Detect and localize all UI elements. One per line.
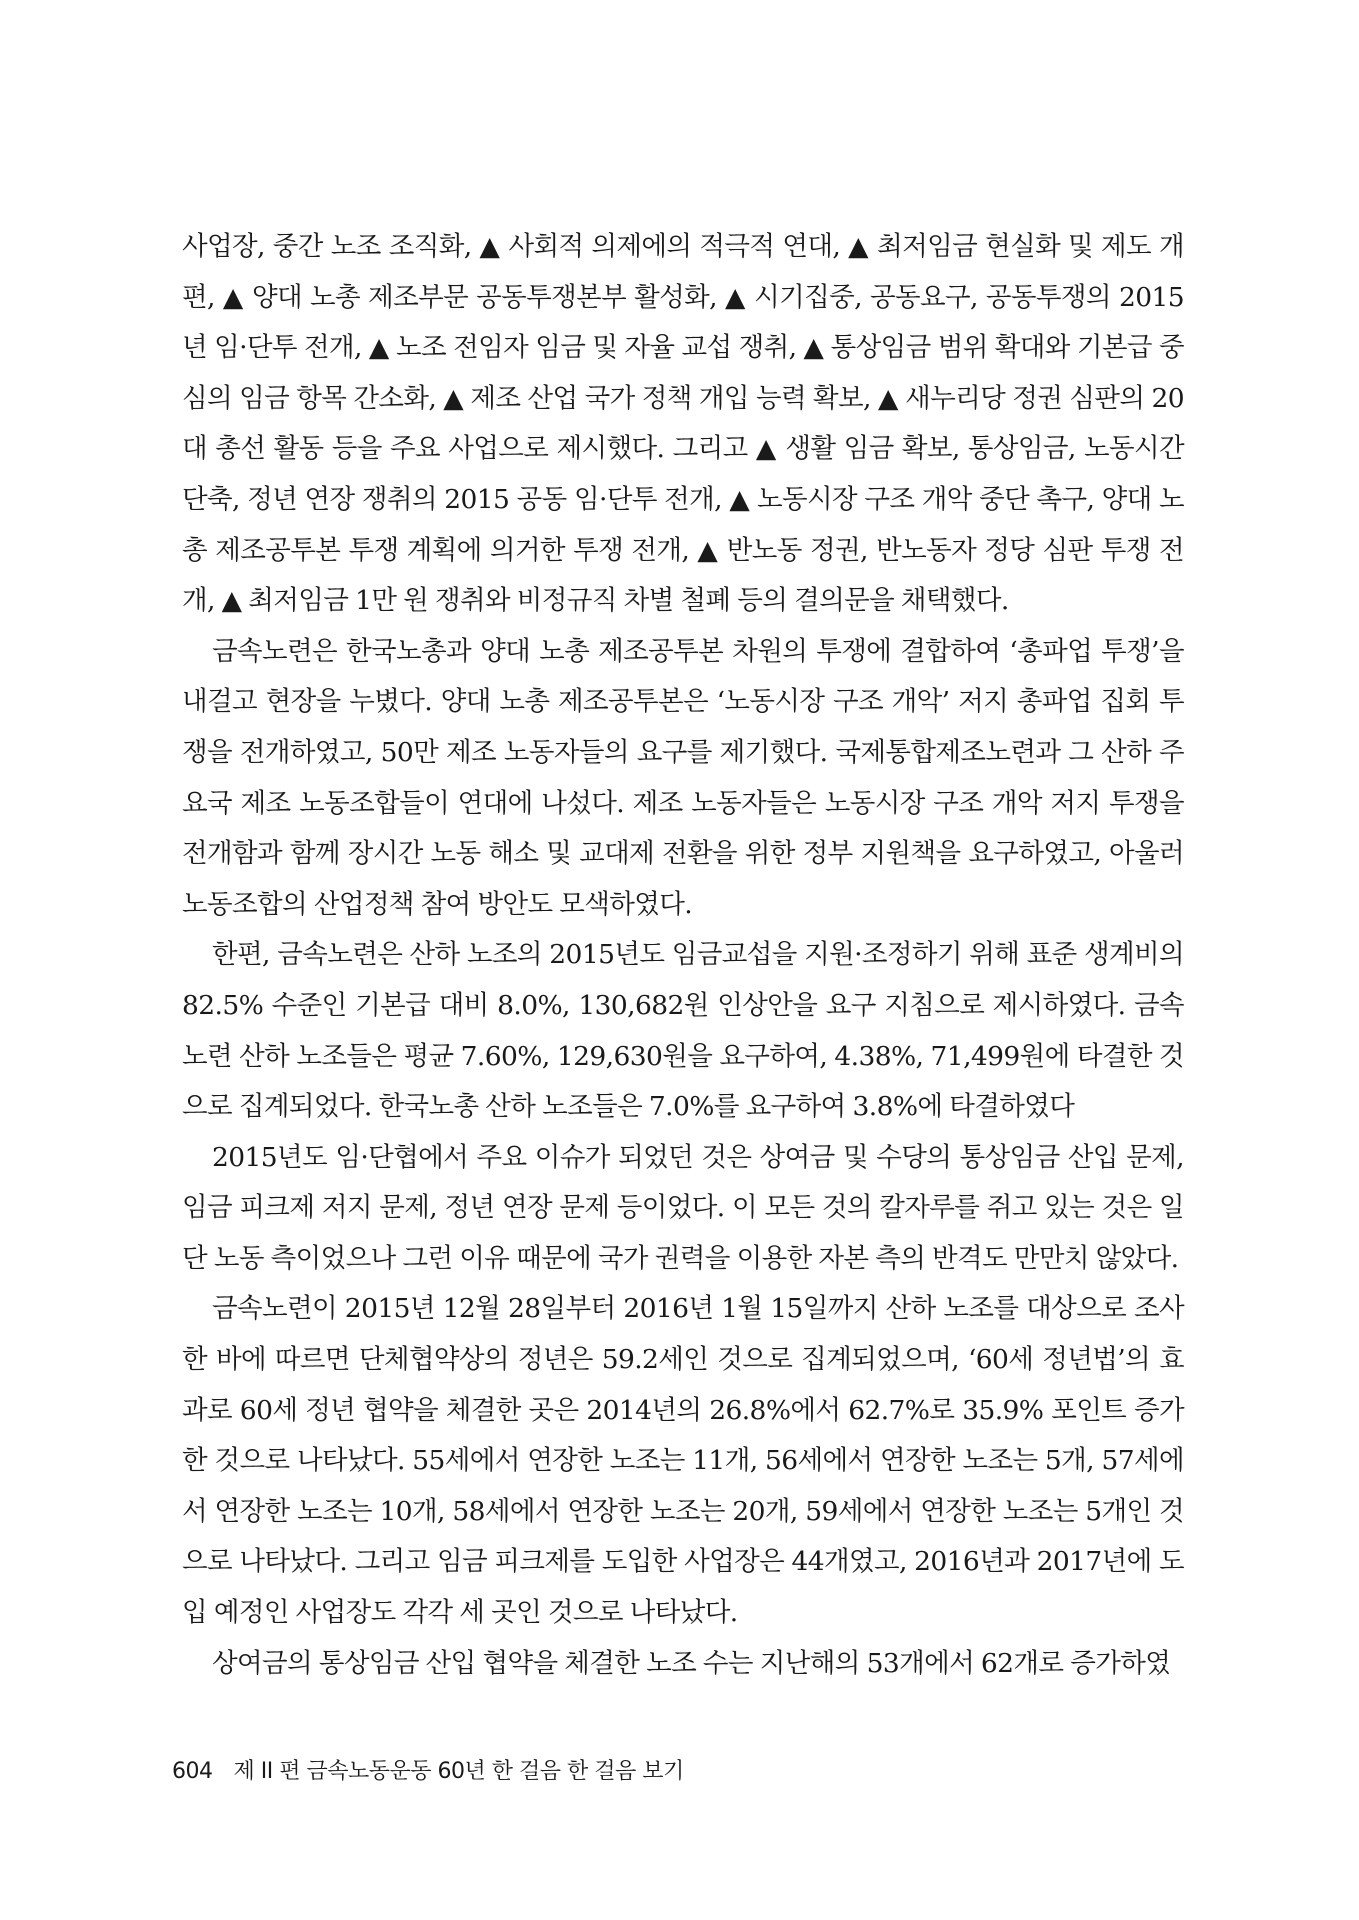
paragraph-1: 사업장, 중간 노조 조직화, ▲ 사회적 의제에의 적극적 연대, ▲ 최저임금 현실화 및 제도 개편, ▲ 양대 노총 제조부문 공동투쟁본부 활성화, ▲ 시기집중, 공동요구, 공동투쟁의 2015년 임·단투 전개, ▲ 노조 전임자 임금 및 자율 교섭 쟁취, ▲ 통상임금 범위 확대와 기본급 중심의 임금 항목 간소화, ▲ 제조 산업 국가 정책 개입 능력 확보, ▲ 새누리당 정권 심판의 20대 총선 활동 등을 주요 사업으로 제시했다. 그리고 ▲ 생활 임금 확보, 통상임금, 노동시간 단축, 정년 연장 쟁취의 2015 공동 임·단투 전개, ▲ 노동시장 구조 개악 중단 촉구, 양대 노총 제조공투본 투쟁 계획에 의거한 투쟁 전개, ▲ 반노동 정권, 반노동자 정당 심판 투쟁 전개, ▲ 최저임금 1만 원 쟁취와 비정규직 차별 철폐 등의 결의문을 채택했다. (182, 231, 1184, 617)
paragraph-2: 금속노련은 한국노총과 양대 노총 제조공투본 차원의 투쟁에 결합하여 ‘총파업 투쟁’을 내걸고 현장을 누볐다. 양대 노총 제조공투본은 ‘노동시장 구조 개악’ 저지 총파업 집회 투쟁을 전개하였고, 50만 제조 노동자들의 요구를 제기했다. 국제통합제조노련과 그 산하 주요국 제조 노동조합들이 연대에 나섰다. 제조 노동자들은 노동시장 구조 개악 저지 투쟁을 전개함과 함께 장시간 노동 해소 및 교대제 전환을 위한 정부 지원책을 요구하였고, 아울러 노동조합의 산업정책 참여 방안도 모색하였다. (182, 635, 1184, 920)
paragraph-6: 상여금의 통상임금 산입 협약을 체결한 노조 수는 지난해의 53개에서 62개로 증가하였 (212, 1647, 1171, 1679)
running-section-title: 제 II 편 금속노동운동 60년 한 걸음 한 걸음 보기 (233, 1759, 684, 1784)
paragraph-5: 금속노련이 2015년 12월 28일부터 2016년 1월 15일까지 산하 노조를 대상으로 조사한 바에 따르면 단체협약상의 정년은 59.2세인 것으로 집계되었으며, ‘60세 정년법’의 효과로 60세 정년 협약을 체결한 곳은 2014년의 26.8%에서 62.7%로 35.9% 포인트 증가한 것으로 나타났다. 55세에서 연장한 노조는 11개, 56세에서 연장한 노조는 5개, 57세에서 연장한 노조는 10개, 58세에서 연장한 노조는 20개, 59세에서 연장한 노조는 5개인 것으로 나타났다. 그리고 임금 피크제를 도입한 사업장은 44개였고, 2016년과 2017년에 도입 예정인 사업장도 각각 세 곳인 것으로 나타났다. (182, 1293, 1184, 1629)
paragraph-4: 2015년도 임·단협에서 주요 이슈가 되었던 것은 상여금 및 수당의 통상임금 산입 문제, 임금 피크제 저지 문제, 정년 연장 문제 등이었다. 이 모든 것의 칼자루를 쥐고 있는 것은 일단 노동 측이었으나 그런 이유 때문에 국가 권력을 이용한 자본 측의 반격도 만만치 않았다. (182, 1141, 1184, 1274)
paragraph-3: 한편, 금속노련은 산하 노조의 2015년도 임금교섭을 지원·조정하기 위해 표준 생계비의 82.5% 수준인 기본급 대비 8.0%, 130,682원 인상안을 요구 지침으로 제시하였다. 금속노련 산하 노조들은 평균 7.60%, 129,630원을 요구하여, 4.38%, 71,499원에 타결한 것으로 집계되었다. 한국노총 산하 노조들은 7.0%를 요구하여 3.8%에 타결하였다 (182, 939, 1184, 1123)
page-body (182, 222, 1184, 1689)
page-number: 604 (172, 1759, 213, 1784)
page-footer (172, 1754, 684, 1785)
